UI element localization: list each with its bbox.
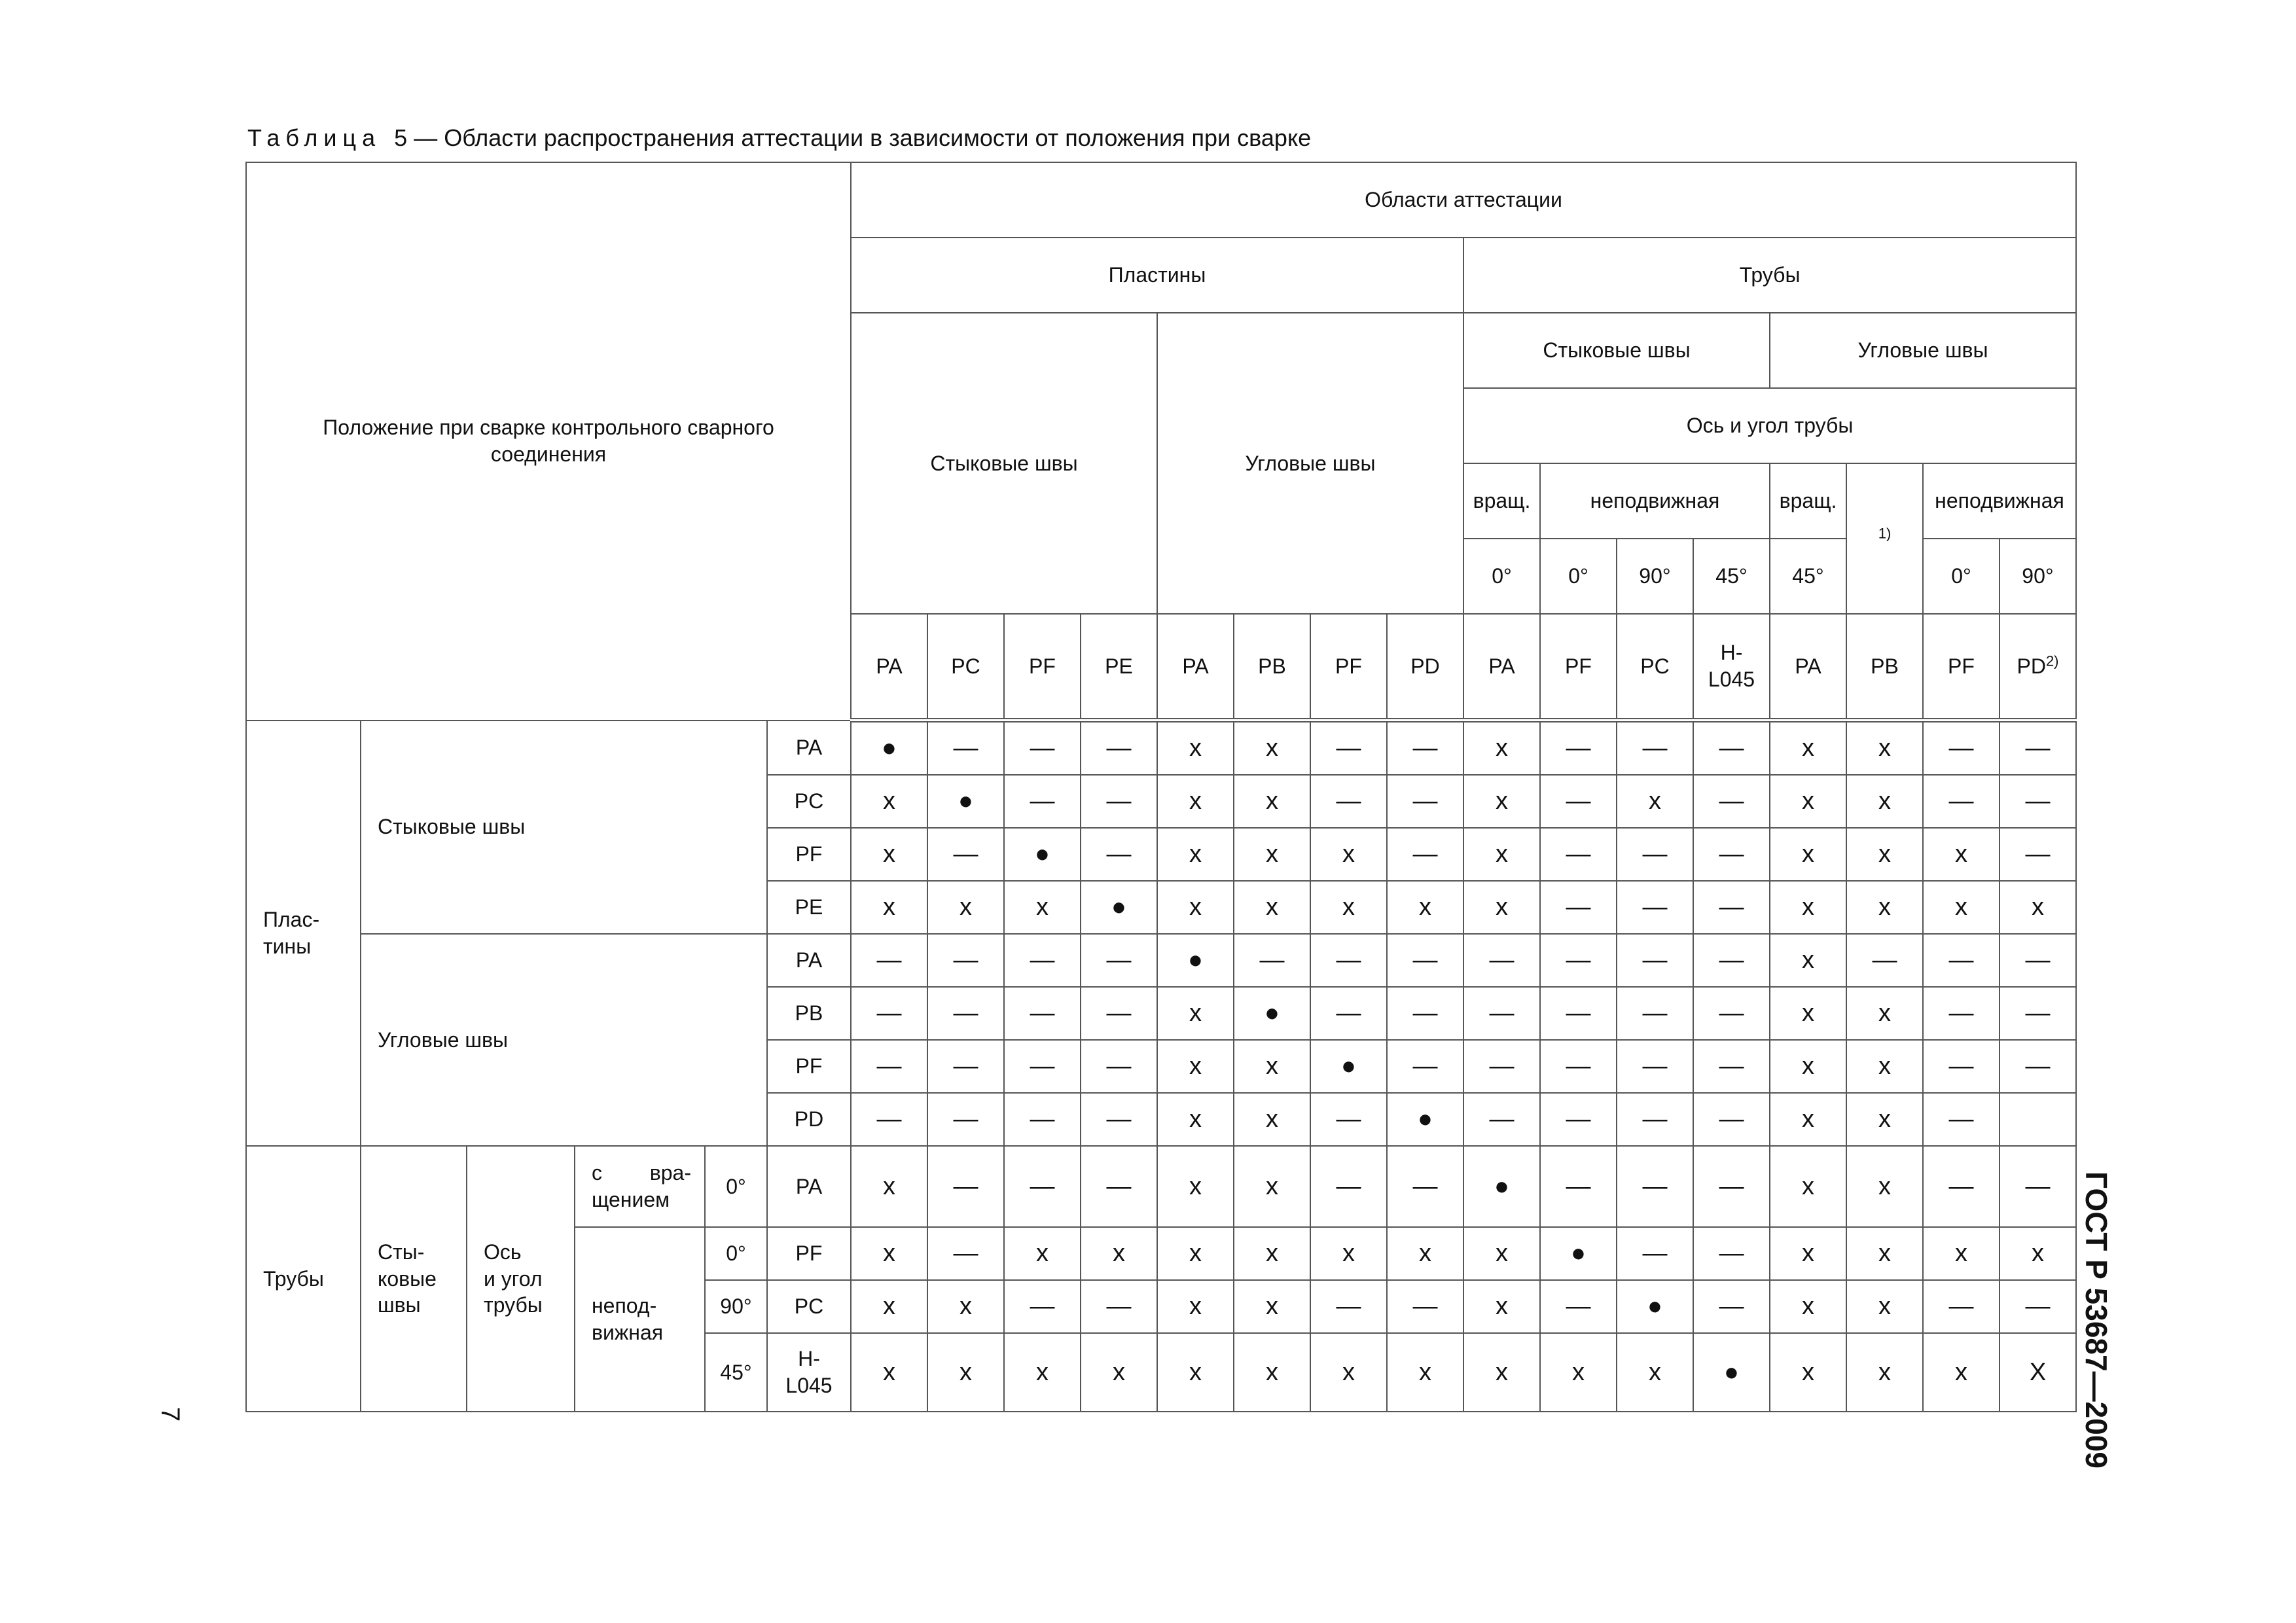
table-cell: — (1923, 1093, 2000, 1146)
table-cell: — (1923, 721, 2000, 776)
table-cell: — (927, 934, 1004, 987)
table-cell: x (1846, 987, 1923, 1040)
code-header-cell: PB (1846, 614, 1923, 721)
code-header-cell: PF (1310, 614, 1387, 721)
table-cell: — (1463, 934, 1540, 987)
table-cell: x (1234, 1040, 1310, 1093)
table-cell: — (1693, 1280, 1770, 1333)
table-cell: — (1693, 1227, 1770, 1280)
note2-mark: 2) (2045, 652, 2059, 669)
row-group-pipes: Трубы (246, 1146, 361, 1412)
table-cell: x (1846, 1093, 1923, 1146)
table-cell: — (1540, 934, 1617, 987)
table-cell: — (1540, 1093, 1617, 1146)
header-scope: Области аттестации (851, 162, 2076, 238)
table-cell: x (2000, 881, 2076, 934)
table-cell: x (1770, 1333, 1846, 1412)
table-cell: — (1540, 1146, 1617, 1227)
table-cell: — (851, 1040, 927, 1093)
table-cell: — (1081, 775, 1157, 828)
table-cell: x (1234, 1280, 1310, 1333)
header-pipes: Трубы (1463, 238, 2076, 313)
table-cell (2000, 1093, 2076, 1146)
angle-cell: 0° (1463, 539, 1540, 614)
code-text: H- L045 (1708, 641, 1755, 691)
table-cell: — (927, 721, 1004, 776)
table-cell: x (1234, 881, 1310, 934)
table-cell: x (1923, 1227, 2000, 1280)
table-cell: — (1617, 828, 1693, 881)
table-cell: — (1617, 1146, 1693, 1227)
table-cell: — (1693, 775, 1770, 828)
table-cell: x (1770, 881, 1846, 934)
table-cell: — (1693, 987, 1770, 1040)
table-cell: ● (927, 775, 1004, 828)
table-cell: x (1234, 1333, 1310, 1412)
angle-cell: 90° (2000, 539, 2076, 614)
table-cell: x (1310, 881, 1387, 934)
row-group-plates (246, 721, 361, 1147)
row-code-text: H- L045 (785, 1347, 833, 1397)
table-cell: x (1157, 1093, 1234, 1146)
row-fixed-text: непод- вижная (592, 1294, 664, 1344)
table-cell: x (927, 1280, 1004, 1333)
row-angle: 0° (705, 1227, 767, 1280)
table-cell: — (1310, 775, 1387, 828)
header-position-text: Положение при сварке контрольного сварного соединения (323, 416, 774, 467)
table-cell: — (1081, 987, 1157, 1040)
row-code: PD (767, 1093, 851, 1146)
table-cell: — (1540, 721, 1617, 776)
table-cell: ● (851, 721, 927, 776)
table-cell: — (927, 1093, 1004, 1146)
row-code (767, 1333, 851, 1412)
table-cell: — (1004, 1146, 1081, 1227)
code-header-cell: PF (1923, 614, 2000, 721)
table-cell: — (1081, 1040, 1157, 1093)
code-header-cell (2000, 614, 2076, 721)
table-cell: — (1617, 934, 1693, 987)
row-axis-text: Ось и угол трубы (484, 1240, 543, 1317)
table-cell: — (1081, 1093, 1157, 1146)
table-cell: — (1081, 721, 1157, 776)
row-angle: 90° (705, 1280, 767, 1333)
table-cell: x (1387, 881, 1463, 934)
table-cell: x (1157, 881, 1234, 934)
table-cell: x (1846, 721, 1923, 776)
table-cell: x (1004, 1333, 1081, 1412)
table-cell: ● (1463, 1146, 1540, 1227)
table-cell: — (1081, 934, 1157, 987)
row-subgroup-fillet: Угловые швы (361, 934, 767, 1146)
row-code: PA (767, 721, 851, 776)
table-cell: — (927, 1227, 1004, 1280)
table-cell: — (1004, 934, 1081, 987)
table-cell: — (1617, 1040, 1693, 1093)
table-cell: — (1081, 1280, 1157, 1333)
row-subgroup-pipe-butt-text: Сты- ковые швы (378, 1240, 437, 1317)
table-cell: x (1310, 828, 1387, 881)
table-cell: x (1770, 775, 1846, 828)
table-cell: — (1693, 934, 1770, 987)
table-cell: X (2000, 1333, 2076, 1412)
table-cell: — (1540, 987, 1617, 1040)
angle-cell: 45° (1693, 539, 1770, 614)
table-cell: — (1846, 934, 1923, 987)
row-code: PE (767, 881, 851, 934)
table-cell: — (1617, 721, 1693, 776)
table-cell: x (1463, 1227, 1540, 1280)
header-fixed-butt: неподвижная (1540, 463, 1770, 539)
code-header-cell (1693, 614, 1770, 721)
table-cell: ● (1310, 1040, 1387, 1093)
table-cell: x (1770, 828, 1846, 881)
row-with-rotation-text2: щением (592, 1188, 670, 1211)
table-cell: — (1693, 1040, 1770, 1093)
document-title-side: ГОСТ Р 53687—2009 (2079, 1171, 2113, 1469)
table-cell: — (1234, 934, 1310, 987)
table-cell: — (1004, 987, 1081, 1040)
table-cell: x (1540, 1333, 1617, 1412)
table-cell: — (927, 1146, 1004, 1227)
table-cell: x (1923, 1333, 2000, 1412)
table-cell: x (1387, 1333, 1463, 1412)
code-header-cell: PF (1540, 614, 1617, 721)
row-subgroup-butt: Стыковые швы (361, 721, 767, 935)
table-cell: — (1693, 1093, 1770, 1146)
table-cell: x (1846, 1333, 1923, 1412)
table-cell: ● (1693, 1333, 1770, 1412)
table-cell: x (927, 881, 1004, 934)
note1-mark: 1) (1878, 524, 1892, 541)
table-cell: — (1617, 987, 1693, 1040)
row-code: PC (767, 775, 851, 828)
table-cell: x (1234, 828, 1310, 881)
table-cell: — (2000, 828, 2076, 881)
table-cell: — (1693, 721, 1770, 776)
table-cell: — (1310, 721, 1387, 776)
table-cell: x (1157, 828, 1234, 881)
table-cell: x (1463, 775, 1540, 828)
table-cell: x (1463, 1280, 1540, 1333)
table-cell: x (1770, 1093, 1846, 1146)
table-cell: x (851, 775, 927, 828)
table-cell: — (1004, 721, 1081, 776)
table-cell: x (1770, 721, 1846, 776)
table-cell: — (1310, 987, 1387, 1040)
table-cell: x (1157, 1280, 1234, 1333)
page-number: 7 (156, 1407, 185, 1422)
table-cell: — (1387, 1280, 1463, 1333)
table-cell: — (1923, 987, 2000, 1040)
table-cell: — (1693, 828, 1770, 881)
table-cell: — (851, 987, 927, 1040)
table-cell: — (1310, 1280, 1387, 1333)
row-code: PF (767, 1040, 851, 1093)
table-cell: — (1923, 1146, 2000, 1227)
table-cell: x (2000, 1227, 2076, 1280)
table-cell: x (1157, 1040, 1234, 1093)
table-cell: x (1923, 881, 2000, 934)
table-cell: — (1310, 1093, 1387, 1146)
table-cell: — (1081, 828, 1157, 881)
table-caption (247, 124, 1311, 152)
table-cell: x (1463, 881, 1540, 934)
row-code: PA (767, 934, 851, 987)
table-cell: x (851, 1333, 927, 1412)
table-cell: x (1846, 775, 1923, 828)
table-cell: x (851, 1227, 927, 1280)
table-cell: x (1310, 1227, 1387, 1280)
table-cell: x (1617, 1333, 1693, 1412)
row-subgroup-pipe-butt (361, 1146, 467, 1412)
table-cell: x (1463, 828, 1540, 881)
row-fixed (575, 1227, 705, 1412)
table-cell: x (1157, 721, 1234, 776)
table-cell: — (2000, 934, 2076, 987)
row-code: PB (767, 987, 851, 1040)
table-cell: — (1540, 1280, 1617, 1333)
table-cell: x (1846, 1146, 1923, 1227)
table-cell: ● (1617, 1280, 1693, 1333)
table-cell: — (1693, 1146, 1770, 1227)
table-cell: — (1617, 1227, 1693, 1280)
table-cell: x (1770, 1146, 1846, 1227)
table-cell: x (1770, 1227, 1846, 1280)
table-cell: — (2000, 987, 2076, 1040)
table-cell: — (2000, 1280, 2076, 1333)
table-cell: — (927, 987, 1004, 1040)
header-axis: Ось и угол трубы (1463, 388, 2076, 463)
code-header-cell: PE (1081, 614, 1157, 721)
table-cell: ● (1004, 828, 1081, 881)
table-cell: x (1157, 1333, 1234, 1412)
table-cell: — (1081, 1146, 1157, 1227)
table-cell: x (1234, 1093, 1310, 1146)
row-with-rotation (575, 1146, 705, 1227)
table-cell: — (1387, 1146, 1463, 1227)
code-header-cell: PA (1157, 614, 1234, 721)
table-cell: x (1157, 1227, 1234, 1280)
table-cell: — (2000, 775, 2076, 828)
row-angle: 45° (705, 1333, 767, 1412)
table-cell: — (1923, 1280, 2000, 1333)
table-cell: x (1157, 987, 1234, 1040)
code-header-cell: PB (1234, 614, 1310, 721)
table-cell: x (1770, 934, 1846, 987)
table-cell: x (851, 828, 927, 881)
table-cell: — (1540, 828, 1617, 881)
table-cell: ● (1081, 881, 1157, 934)
row-with-rotation-text: с вра- (592, 1161, 691, 1185)
caption-label: Таблица (247, 124, 382, 151)
table-cell: x (1387, 1227, 1463, 1280)
caption-text: — Области распространения аттестации в зависимости от положения при сварке (414, 124, 1312, 151)
row-code: PF (767, 828, 851, 881)
table-cell: — (851, 934, 927, 987)
header-plates-fillet: Угловые швы (1157, 313, 1463, 614)
table-cell: — (1387, 934, 1463, 987)
caption-number: 5 (394, 124, 408, 151)
code-header-cell: PA (1463, 614, 1540, 721)
table-cell: — (1923, 775, 2000, 828)
angle-cell: 90° (1617, 539, 1693, 614)
table-cell: x (1846, 828, 1923, 881)
header-pipes-butt: Стыковые швы (1463, 313, 1770, 388)
table-cell: x (1617, 775, 1693, 828)
table-cell: — (1004, 1093, 1081, 1146)
table-cell: — (1540, 881, 1617, 934)
table-cell: x (1770, 1040, 1846, 1093)
table-row (246, 721, 2076, 776)
table-cell: — (1540, 775, 1617, 828)
table-cell: — (1387, 721, 1463, 776)
table-cell: — (1463, 1093, 1540, 1146)
table-cell: x (1463, 721, 1540, 776)
table-cell: ● (1387, 1093, 1463, 1146)
table-cell: — (1310, 934, 1387, 987)
row-angle: 0° (705, 1146, 767, 1227)
row-group-plates-text: Плас- тины (263, 907, 320, 958)
table-cell: — (1004, 1040, 1081, 1093)
table-cell: x (1846, 881, 1923, 934)
table-cell: — (2000, 1146, 2076, 1227)
table-cell: — (1617, 1093, 1693, 1146)
row-code: PA (767, 1146, 851, 1227)
table-cell: — (927, 1040, 1004, 1093)
header-fixed-fillet: неподвижная (1923, 463, 2076, 539)
table-cell: x (1310, 1333, 1387, 1412)
table-cell: — (1463, 1040, 1540, 1093)
header-plates-butt: Стыковые швы (851, 313, 1157, 614)
table-cell: — (2000, 1040, 2076, 1093)
table-cell: ● (1234, 987, 1310, 1040)
table-cell: x (1157, 775, 1234, 828)
table-cell: x (1846, 1040, 1923, 1093)
header-rot-fillet: вращ. (1770, 463, 1846, 539)
header-rot-butt: вращ. (1463, 463, 1540, 539)
angle-cell: 0° (1923, 539, 2000, 614)
code-header-cell: PD (1387, 614, 1463, 721)
table-cell: — (1923, 1040, 2000, 1093)
code-header-cell: PF (1004, 614, 1081, 721)
table-cell: — (1004, 1280, 1081, 1333)
row-axis (467, 1146, 575, 1412)
table-cell: — (1617, 881, 1693, 934)
qualification-table (245, 162, 2077, 1412)
table-cell: — (1387, 828, 1463, 881)
table-cell: ● (1157, 934, 1234, 987)
row-code: PC (767, 1280, 851, 1333)
table-cell: x (1923, 828, 2000, 881)
table-cell: — (1463, 987, 1540, 1040)
table-cell: x (1846, 1227, 1923, 1280)
table-cell: x (1004, 881, 1081, 934)
table-cell: x (1234, 1227, 1310, 1280)
table-cell: — (1923, 934, 2000, 987)
table-cell: x (1081, 1333, 1157, 1412)
header-pipes-fillet: Угловые швы (1770, 313, 2076, 388)
code-text: PD (2017, 654, 2046, 678)
table-row (246, 934, 2076, 987)
table-cell: — (1004, 775, 1081, 828)
table-cell: x (1770, 1280, 1846, 1333)
table-cell: — (1310, 1146, 1387, 1227)
table-cell: — (1387, 775, 1463, 828)
table-cell: x (1846, 1280, 1923, 1333)
row-code: PF (767, 1227, 851, 1280)
table-cell: x (851, 881, 927, 934)
code-header-cell: PC (1617, 614, 1693, 721)
table-cell: x (1234, 1146, 1310, 1227)
table-cell: x (1157, 1146, 1234, 1227)
angle-cell: 45° (1770, 539, 1846, 614)
table-cell: x (1770, 987, 1846, 1040)
header-position (246, 162, 851, 721)
table-cell: x (1004, 1227, 1081, 1280)
header-note1 (1846, 463, 1923, 614)
table-cell: — (1693, 881, 1770, 934)
table-cell: x (1234, 721, 1310, 776)
table-cell: — (2000, 721, 2076, 776)
table-cell: — (851, 1093, 927, 1146)
code-header-cell: PC (927, 614, 1004, 721)
angle-cell: 0° (1540, 539, 1617, 614)
table-cell: — (927, 828, 1004, 881)
table-cell: x (1463, 1333, 1540, 1412)
table-cell: x (851, 1280, 927, 1333)
table-cell: — (1540, 1040, 1617, 1093)
code-header-cell: PA (851, 614, 927, 721)
header-plates: Пластины (851, 238, 1463, 313)
table-row (246, 1146, 2076, 1227)
table-cell: x (927, 1333, 1004, 1412)
table-cell: x (1234, 775, 1310, 828)
table-cell: — (1387, 987, 1463, 1040)
code-header-cell: PA (1770, 614, 1846, 721)
table-cell: — (1387, 1040, 1463, 1093)
table-cell: ● (1540, 1227, 1617, 1280)
table-cell: x (1081, 1227, 1157, 1280)
table-cell: x (851, 1146, 927, 1227)
